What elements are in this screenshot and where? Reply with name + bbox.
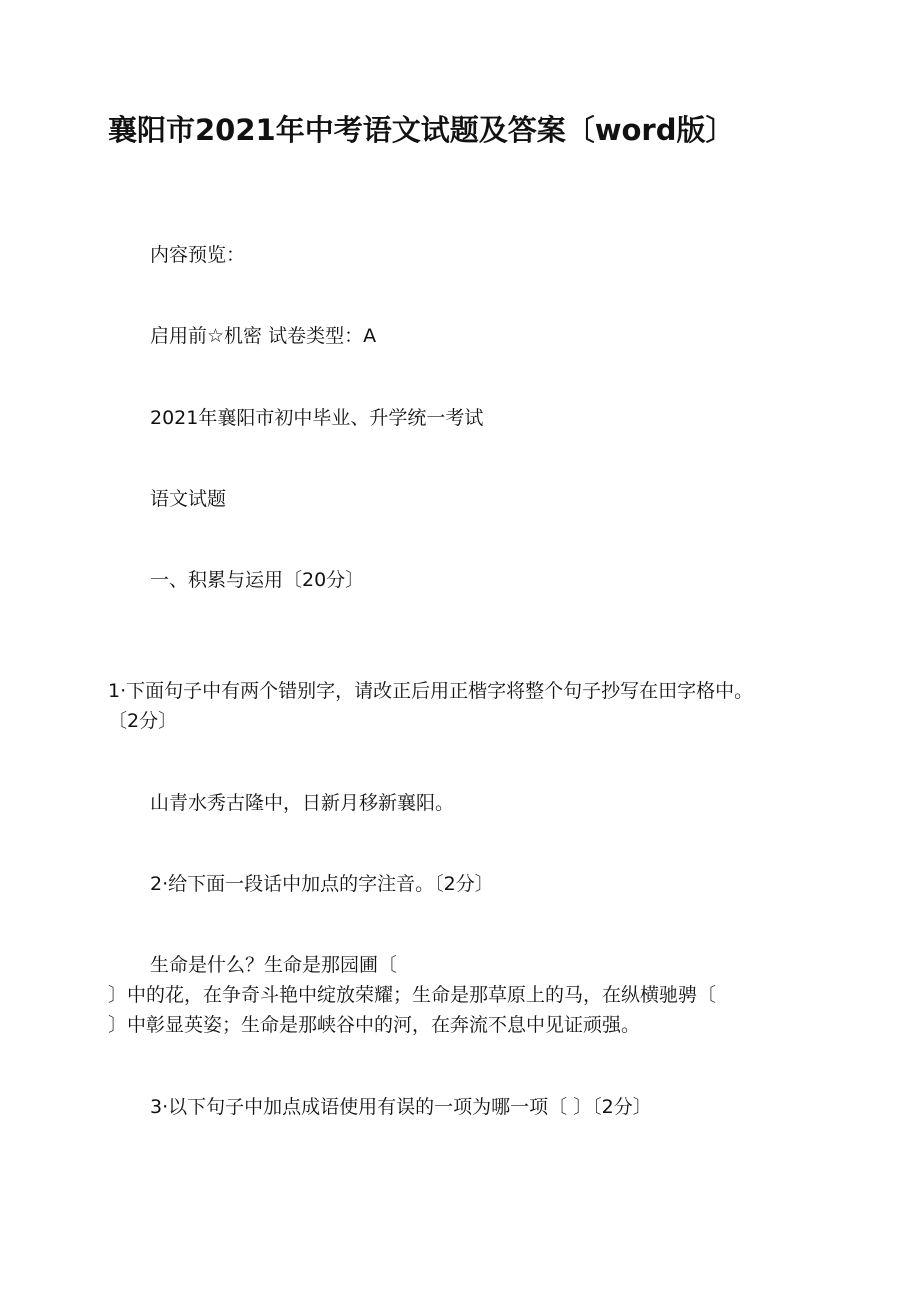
question-1-sentence: 山青水秀古隆中，日新月移新襄阳。 — [150, 792, 455, 814]
content-preview-label: 内容预览： — [150, 244, 246, 266]
question-1: 1·下面句子中有两个错别字，请改正后用正楷字将整个句子抄写在田字格中。 — [108, 680, 754, 702]
question-3: 3·以下句子中加点成语使用有误的一项为哪一项〔 〕〔2分〕 — [150, 1096, 652, 1118]
question-2: 2·给下面一段话中加点的字注音。〔2分〕 — [150, 873, 494, 895]
document-title: 襄阳市2021年中考语文试题及答案〔word版〕 — [108, 113, 735, 147]
question-1-score: 〔2分〕 — [108, 710, 178, 732]
exam-name: 2021年襄阳市初中毕业、升学统一考试 — [150, 407, 484, 429]
question-2-passage-line-3: 〕中彰显英姿；生命是那峡谷中的河，在奔流不息中见证顽强。 — [108, 1014, 641, 1036]
confidential-exam-type: 启用前☆机密 试卷类型：A — [150, 325, 377, 347]
question-2-passage-line-1: 生命是什么？生命是那园圃〔 — [150, 954, 398, 976]
question-2-passage-line-2: 〕中的花，在争奇斗艳中绽放荣耀；生命是那草原上的马，在纵横驰骋〔 — [108, 984, 717, 1006]
subject-heading: 语文试题 — [150, 488, 227, 510]
section-heading: 一、积累与运用〔20分〕 — [150, 569, 365, 591]
